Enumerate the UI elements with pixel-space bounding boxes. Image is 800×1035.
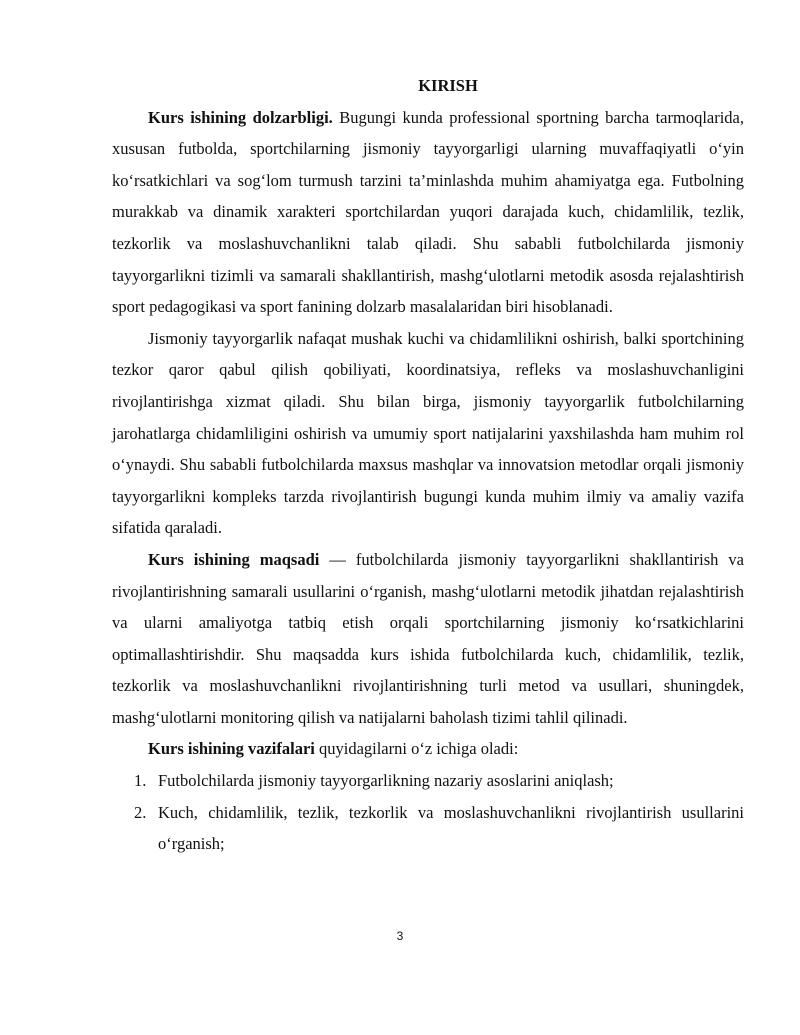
page-content: [112, 70, 744, 860]
tasks-list: [112, 765, 744, 860]
paragraph-text: — futbolchilarda jismoniy tayyorgarlikni shakllantirish va rivojlantirishning samarali usullarini o‘rganish, mashg‘ulotlarni metodik jihatdan rejalashtirish va ularni amaliyotga tatbiq etish orqali sportchilarning jismoniy ko‘rsatkichlarini optimallashtirishdir. Shu maqsadda kurs ishida futbolchilarda kuch, chidamlilik, tezlik, tezkorlik va moslashuvchanlikni rivojlantirishning turli metod va usullari, shuningdek, mashg‘ulotlarni monitoring qilish va natijalarni baholash tizimi tahlil qilinadi.: [112, 549, 744, 727]
paragraph-text: Jismoniy tayyorgarlik nafaqat mushak kuchi va chidamlilikni oshirish, balki sportchining tezkor qaror qabul qilish qobiliyati, koordinatsiya, refleks va moslashuvchanligini rivojlantirishga xizmat qiladi. Shu bilan birga, jismoniy tayyorgarlik futbolchilarning jarohatlarga chidamliligini oshirish va umumiy sport natijalarini yaxshilashda ham muhim rol o‘ynaydi. Shu sababli futbolchilarda maxsus mashqlar va innovatsion metodlar orqali jismoniy tayyorgarlikni kompleks tarzda rivojlantirish bugungi kunda muhim ilmiy va amaliy vazifa sifatida qaraladi.: [112, 328, 744, 538]
list-item-text: Futbolchilarda jismoniy tayyorgarlikning nazariy asoslarini aniqlash;: [158, 771, 614, 791]
paragraph-lead: Kurs ishining dolzarbligi.: [148, 107, 333, 127]
paragraph-lead: Kurs ishining vazifalari: [148, 739, 315, 759]
paragraph-goal: [112, 544, 744, 734]
page-number: 3: [396, 929, 404, 943]
list-item: [112, 797, 744, 860]
page-title: KIRISH: [418, 76, 478, 95]
list-item: [112, 765, 744, 797]
paragraph-physical-preparation: [112, 323, 744, 544]
list-item-text: Kuch, chidamlilik, tezlik, tezkorlik va moslashuvchanlikni rivojlantirish usullarini o‘rganish;: [158, 802, 744, 854]
paragraph-text: quyidagilarni o‘z ichiga oladi:: [314, 739, 519, 759]
paragraph-lead: Kurs ishining maqsadi: [148, 549, 320, 569]
list-number: 1.: [134, 771, 147, 791]
list-number: 2.: [134, 802, 147, 822]
paragraph-tasks-intro: [112, 733, 744, 765]
paragraph-relevance: [112, 102, 744, 323]
paragraph-text: Bugungi kunda professional sportning barcha tarmoqlarida, xususan futbolda, sportchilarning jismoniy tayyorgarligi ularning muvaffaqiyatli o‘yin ko‘rsatkichlari va sog‘lom turmush tarzini ta’minlashda muhim ahamiyatga ega. Futbolning murakkab va dinamik xarakteri sportchilardan yuqori darajada kuch, chidamlilik, tezlik, tezkorlik va moslashuvchanlikni talab qiladi. Shu sababli futbolchilarda jismoniy tayyorgarlikni tizimli va samarali shakllantirish, mashg‘ulotlarni metodik asosda rejalashtirish sport pedagogikasi va sport fanining dolzarb masalalaridan biri hisoblanadi.: [112, 107, 745, 317]
